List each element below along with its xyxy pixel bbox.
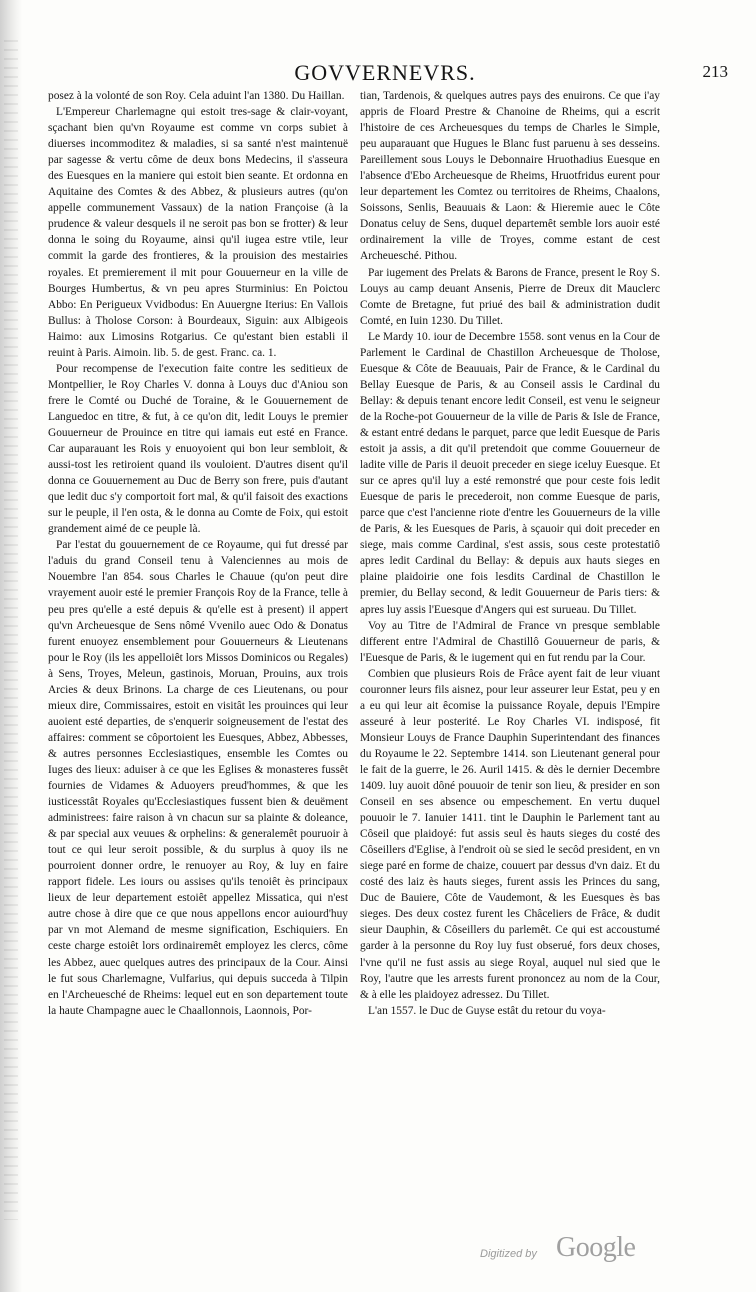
left-column: [48, 88, 348, 1218]
spine-marks: [4, 40, 18, 1220]
paragraph: Combien que plusieurs Rois de Frâce ayent fait de leur viuant couronner leurs fils aisnez, pour leur asseurer leur Estat, peu y en a eu qui leur ait êcomise la puissance Royale, depuis l'Empire asseuré à leur posterité. Le Roy Charles VI. indisposé, fit Monsieur Louys de France Dauphin Superintendant des finances du Royaume le 22. Septembre 1414. son Lieutenant general pour le fait de la guerre, le 26. Auril 1415. & dès le dernier Decembre 1409. luy auoit dôné pouuoir de tenir son lieu, & presider en son Conseil en ses absence ou empeschement. En vertu duquel pouuoir le 7. Ianuier 1411. tint le Dauphin le Parlement tant au Côseil que plaidoyé: fut assis seul ès hauts sieges du costé des Côseillers d'Eglise, à l'endroit où se sied le secôd president, en vn siege paré en forme de chaize, couuert par dessus d'vn daiz. Et du costé des laiz ès hauts sieges, furent assis les Princes du sang, Duc de Bauiere, Côte de Vaudemont, & les Euesques ès bas sieges. Des deux costez furent les Châceliers de Frâce, & dudit sieur Dauphin, & Côseillers du parlemêt. Ce qui est accoustumé garder à la personne du Roy luy fust obserué, fors deux choses, l'vne qu'il ne fust assis au siege Royal, auquel nul sied que le Roy, l'autre que les arrests furent prononcez au nom de la Cour, & à elle les plaidoyez adressez. Du Tillet.: [360, 667, 660, 1001]
paragraph: Pour recompense de l'execution faite contre les seditieux de Montpellier, le Roy Charles V. donna à Louys duc d'Aniou son frere le Comté ou Duché de Toraine, & le Gouuernement de Languedoc en titre, & fut, à ce qu'on dit, ledit Louys le premier Gouuerneur de Prouince en titre qui iamais eut esté en France. Car auparauant les Rois y enuoyoient qui bon leur sembloit, & aussi-tost les retiroient quand ils vouloient. D'autres disent qu'il donna ce Gouuernement au Duc de Berry son frere, puis d'autant que ledit duc s'y comportoit fort mal, & qu'il faisoit des exactions sur le peuple, il l'en osta, & le donna au Comte de Foix, qui estoit grandement aimé de ce peuple là.: [48, 362, 348, 536]
paragraph: Le Mardy 10. iour de Decembre 1558. sont venus en la Cour de Parlement le Cardinal de Chastillon Archeuesque de Tholose, Euesque & Côte de Beauuais, Pair de France, & le Cardinal du Bellay Euesque de Paris, & au Conseil assis le Cardinal du Bellay: & depuis tenant encore ledit Conseil, est venu le seigneur de la Roche-pot Gouuerneur de la ville de Paris & Isle de France, & estant entré dedans le parquet, parce que ledit Euesque de Paris estoit ja assis, a dit qu'il pretendoit que comme Gouuerneur de ladite ville de Paris il deuoit preceder en siege iceluy Euesque. Et sur ce apres qu'il luy a esté remonstré que pour ceste fois ledit Euesque de paris le precederoit, non comme Euesque de paris, parce que c'est l'ancienne riote d'entre les Gouuerneurs de la ville de Paris, & les Euesques de Paris, à sçauoir qui doit preceder en siege, mais comme Cardinal, s'est assis, sous ceste protestatiô apres ledit Cardinal du Bellay: & depuis aux hauts sieges en plaine plaidoirie one fois lesdits Cardinal de Chastillon le premier, du Bellay second, & ledit Gouuerneur de Paris tiers: & apres luy assis l'Euesque d'Angers qui est surueau. Du Tillet.: [360, 330, 660, 616]
page-number: 213: [702, 62, 728, 81]
paragraph: Voy au Titre de l'Admiral de France vn presque semblable different entre l'Admiral de Chastillô Gouuerneur de paris, & l'Euesque de Paris, & le iugement qui en fut rendu par la Cour.: [360, 619, 660, 664]
text-columns: [48, 88, 660, 1218]
digitized-watermark: [480, 1232, 720, 1268]
paragraph: L'Empereur Charlemagne qui estoit tres-sage & clair-voyant, sçachant bien qu'vn Royaume est comme vn corps subiet à diuerses incommoditez & maladies, si sa santé n'est maintenuë par sagesse & vertu côme de deux bons Medecins, il s'asseura des Euesques en la maniere qui estoit bien seante. Et ordonna en Aquitaine des Comtes & des Abbez, & plusieurs autres (qu'on appelle communement Vassaux) de la nation Françoise (à la prudence & valeur desquels il ne seroit pas bon se frotter) & leur donna le soing du Royaume, ainsi qu'il iugea estre vtile, leur commit la garde des frontieres, & la prouision des mestairies royales. Et premierement il mit pour Gouuerneur en la ville de Bourges Humbertus, & vn peu apres Sturminius: En Poictou Abbo: En Perigueux Vvidbodus: En Auuergne Iterius: En Vallois Bullus: à Tholose Corson: à Bourdeaux, Siguin: aux Albigeois Haimo: aux Limosins Rotgarius. Ce qu'estant bien establi il reuint à Paris. Aimoin. lib. 5. de gest. Franc. ca. 1.: [48, 106, 348, 359]
running-head: GOVVERNEVRS.: [294, 60, 476, 85]
binding-edge: [0, 0, 22, 1292]
paragraph: Par l'estat du gouuernement de ce Royaume, qui fut dressé par l'aduis du grand Conseil tenu à Valenciennes au mois de Nouembre l'an 854. sous Charles le Chauue (qu'on peut dire vrayement auoir esté le premier François Roy de la France, telle à peu pres qu'elle a esté depuis & qu'elle est à present) il appert qu'vn Archeuesque de Sens nômé Vvenilo auec Odo & Donatus furent enuoyez ensemblement pour Gouuerneurs & Lieutenans pour le Roy (ils les appelloiêt lors Missos Dominicos ou Regales) à Sens, Troyes, Meleun, gastinois, Moruan, Prouins, aux trois Arcies & deux Brinons. La charge de ces Lieutenans, ou pour mieux dire, Commissaires, estoit en visitât les prouinces qui leur auoient esté departies, de s'enquerir soigneusement de l'estat des affaires: comment se côportoient les Euesques, Abbez, Abbesses, & autres personnes Ecclesiastiques, ensemble les Comtes ou Iuges des lieux: aduiser à ce que les Eglises & monasteres fussêt fournies de Vidames & Aduoyers preud'hommes, & que les iusticesstât Royales qu'Ecclesiastiques fussent bien & deuëment administrees: faire raison à vn chacun sur sa plainte & doleance, & par special aux veuues & orphelins: & generalemêt pouruoir à tout ce qui leur seroit possible, & du surplus à quoy ils ne pourroient donner ordre, le renuoyer au Roy, & luy en faire rapport fidele. Les iours ou assises qu'ils tenoiêt ès principaux lieux de leur departement estoiêt appellez Missatica, qui n'est autre chose à dire que ce que nous appellons encor auiourd'huy par vn mot Alemand de mesme signification, Eschiquiers. En ceste charge estoiêt lors ordinairemêt employez les clercs, côme les Abbez, auec quelques autres des principaux de la Cour. Ainsi le fut sous Charlemagne, Vulfarius, qui depuis succeda à Tilpin en l'Archeuesché de Rheims: lequel eut en son departement toute la haute Champagne auec le Chaallonnois, Laonnois, Por-: [48, 539, 348, 1017]
paragraph: Par iugement des Prelats & Barons de France, present le Roy S. Louys au camp deuant Ansenis, Pierre de Dreux dit Mauclerc Comte de Bretagne, fut priué des bail & administration dudit Comté, en Iuin 1230. Du Tillet.: [360, 266, 660, 327]
right-column: [360, 88, 660, 1218]
paragraph: posez à la volonté de son Roy. Cela aduint l'an 1380. Du Haillan.: [48, 90, 345, 102]
paragraph: tian, Tardenois, & quelques autres pays des enuirons. Ce que i'ay appris de Floard Prestre & Chanoine de Rheims, qui a escrit l'histoire de ces Archeuesques du temps de Charles le Simple, peu auparauant que Hugues le Blanc fust paruenu à ses desseins. Pareillement sous Louys le Debonnaire Hruothadius Euesque en l'absence d'Ebo Archeuesque de Rheims, Hruotfridus eurent pour leur departement les Comtez ou territoires de Rheims, Chaalons, Soissons, Senlis, Beauuais & Laon: & Hieremie auec le Côte Donatus celuy de Sens, duquel departemêt semble lors auoir esté ordinairement la ville de Troyes, comme estant de cest Archeuesché. Pithou.: [360, 90, 660, 263]
digitized-by-label: Digitized by: [480, 1248, 537, 1260]
page-header: [40, 60, 730, 90]
google-logo: Google: [556, 1232, 636, 1263]
paragraph: L'an 1557. le Duc de Guyse estât du retour du voya-: [368, 1004, 606, 1017]
